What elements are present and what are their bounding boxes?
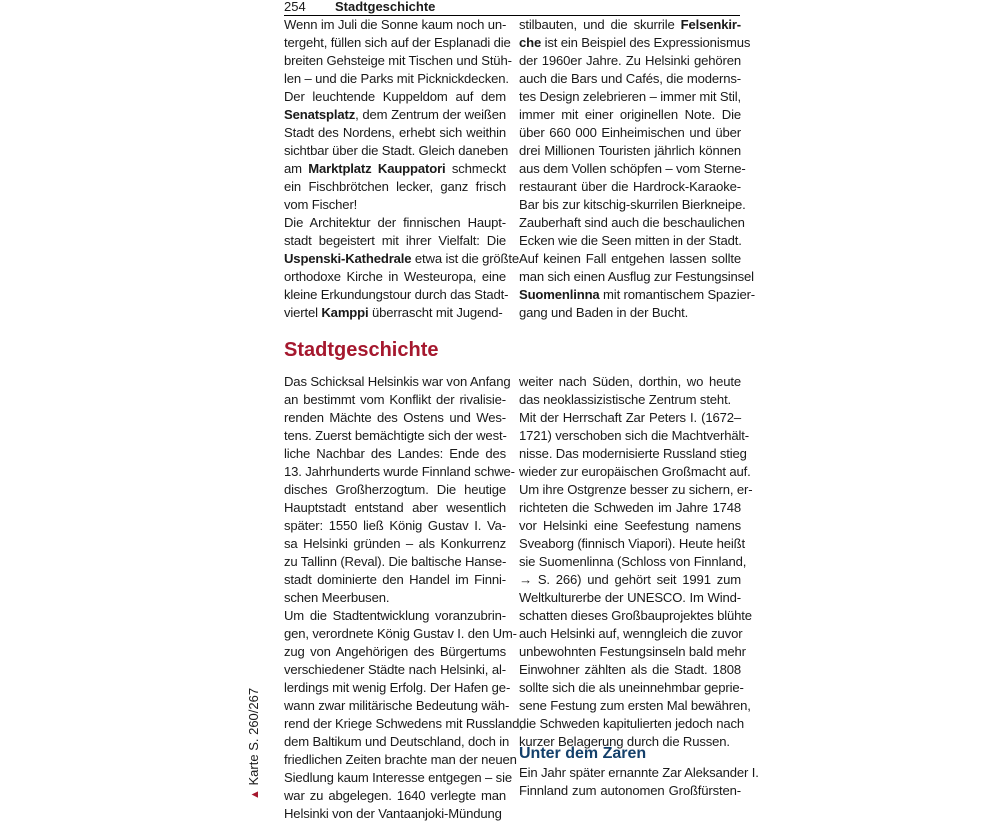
text-run: breiten Gehsteige mit Tischen und Stüh-: [284, 53, 512, 68]
map-reference[interactable]: [244, 630, 264, 800]
text-line: [519, 373, 741, 391]
text-run: → S. 266) und gehört seit 1991 zum: [519, 572, 741, 587]
text-line: [519, 88, 741, 106]
text-line: [284, 787, 506, 805]
text-run: stilbauten, und die skurrile: [519, 17, 681, 32]
history-column-right: [519, 373, 753, 751]
text-line: [284, 481, 506, 499]
text-run: später: 1550 ließ König Gustav I. Va-: [284, 518, 506, 533]
text-run: renden Mächte des Ostens und Wes-: [284, 410, 506, 425]
text-run: vor Helsinki eine Seefestung namens: [519, 518, 741, 533]
text-line: [519, 52, 741, 70]
text-run: stadt begeistert mit ihrer Vielfalt: Die: [284, 233, 506, 248]
text-run: Einwohner zählten als die Stadt. 1808: [519, 662, 741, 677]
text-run: zu Tallinn (Reval). Die baltische Hanse-: [284, 554, 507, 569]
text-line: [519, 160, 746, 178]
text-run: kurzer Belagerung durch die Russen.: [519, 734, 730, 749]
text-run: gang und Baden in der Bucht.: [519, 305, 689, 320]
text-line: [284, 160, 506, 178]
text-line: [519, 124, 741, 142]
map-arrow-icon: ▲: [249, 789, 261, 800]
text-run: Bar bis zur kitschig-skurrilen Bierkneipe.: [519, 197, 746, 212]
text-line: [284, 52, 512, 70]
text-line: [284, 733, 510, 751]
text-run: schen Meerbusen.: [284, 590, 390, 605]
text-run: zug von Angehörigen des Bürgertums: [284, 644, 506, 659]
text-line: [284, 643, 506, 661]
text-run: Finnland zum autonomen Großfürsten-: [519, 783, 741, 798]
text-line: [519, 517, 741, 535]
intro-column-left: [284, 16, 520, 322]
text-run: liche Nachbar des Landes: Ende des: [284, 446, 506, 461]
section-heading: Stadtgeschichte: [284, 339, 439, 361]
text-line: [284, 517, 506, 535]
text-run: Die Architektur der finnischen Haupt-: [284, 215, 506, 230]
text-line: [284, 625, 517, 643]
text-run: sa Helsinki gründen – als Konkurrenz: [284, 536, 506, 551]
text-run: tens. Zuerst bemächtigte sich der west-: [284, 428, 507, 443]
text-run: Siedlung kaum Interesse entgegen – sie: [284, 770, 512, 785]
text-line: [284, 571, 506, 589]
text-run: die Schweden kapitulierten jedoch nach: [519, 716, 745, 731]
text-line: [284, 268, 506, 286]
page-number: 254: [284, 0, 306, 14]
zaren-paragraph: [519, 764, 759, 800]
text-run: ein Fischbrötchen lecker, ganz frisch: [284, 179, 506, 194]
intro-column-right: [519, 16, 756, 322]
bold-term: Felsenkir-: [680, 17, 741, 32]
text-line: [284, 106, 506, 124]
text-line: [284, 16, 506, 34]
text-line: [519, 445, 747, 463]
text-run: len – und die Parks mit Picknickdecken.: [284, 71, 509, 86]
text-run: 13. Jahrhunderts wurde Finnland schwe-: [284, 464, 515, 479]
text-line: [519, 481, 753, 499]
text-run: vom Fischer!: [284, 197, 358, 212]
text-run: schmeckt: [445, 161, 506, 176]
text-run: friedlichen Zeiten brachte man der neuen: [284, 752, 517, 767]
text-run: tes Design zelebrieren – immer mit Stil,: [519, 89, 741, 104]
text-line: [519, 268, 754, 286]
text-line: [519, 661, 741, 679]
text-run: 1721) verschoben sich die Machtverhält-: [519, 428, 749, 443]
text-line: [284, 373, 511, 391]
text-run: stadt dominierte den Handel im Finni-: [284, 572, 506, 587]
text-run: Stadt des Nordens, erhebt sich weithin: [284, 125, 506, 140]
subheading: Unter dem Zaren: [519, 745, 647, 762]
text-line: [284, 589, 506, 607]
text-run: überrascht mit Jugend-: [368, 305, 503, 320]
text-line: [519, 409, 741, 427]
text-run: Das Schicksal Helsinkis war von Anfang: [284, 374, 511, 389]
bold-term: Kamppi: [321, 305, 369, 320]
text-line: [284, 124, 506, 142]
text-line: [284, 751, 517, 769]
text-line: [519, 589, 741, 607]
text-line: [284, 34, 511, 52]
text-run: Um die Stadtentwicklung voranzubrin-: [284, 608, 506, 623]
text-run: am: [284, 161, 309, 176]
text-run: Weltkulturerbe der UNESCO. Im Wind-: [519, 590, 741, 605]
text-line: [284, 805, 506, 823]
text-run: kleine Erkundungstour durch das Stadt-: [284, 287, 509, 302]
text-line: [519, 196, 746, 214]
text-line: [284, 232, 506, 250]
text-line: [284, 697, 510, 715]
text-run: drei Millionen Touristen jährlich können: [519, 143, 741, 158]
text-run: Zauberhaft sind auch die beschaulichen: [519, 215, 745, 230]
text-run: tergeht, füllen sich auf der Esplanadi die: [284, 35, 511, 50]
text-line: [284, 391, 506, 409]
text-line: [519, 142, 741, 160]
text-run: Wenn im Juli die Sonne kaum noch un-: [284, 17, 507, 32]
text-line: [284, 178, 506, 196]
text-run: immer mit einer originellen Note. Die: [519, 107, 741, 122]
text-line: [284, 553, 506, 571]
text-line: [519, 214, 745, 232]
bold-term: Suomenlinna: [519, 287, 600, 302]
text-run: wieder zur europäischen Großmacht auf.: [519, 464, 751, 479]
text-run: mit romantischem Spazier-: [599, 287, 756, 302]
text-run: Ecken wie die Seen mitten in der Stadt.: [519, 233, 742, 248]
text-run: der 1960er Jahre. Zu Helsinki gehören: [519, 53, 741, 68]
text-line: [284, 409, 506, 427]
text-line: [519, 571, 741, 589]
text-run: gen, verordnete König Gustav I. den Um-: [284, 626, 517, 641]
text-line: [519, 679, 744, 697]
text-run: über 660 000 Einheimischen und über: [519, 125, 741, 140]
text-run: disches Großherzogtum. Die heutige: [284, 482, 506, 497]
text-line: [284, 304, 506, 322]
text-line: [519, 643, 746, 661]
text-line: [284, 196, 506, 214]
text-line: [519, 106, 741, 124]
text-run: Sveaborg (finnisch Viapori). Heute heißt: [519, 536, 745, 551]
text-line: [519, 16, 741, 34]
text-line: [519, 535, 745, 553]
text-run: man sich einen Ausflug zur Festungsinsel: [519, 269, 754, 284]
text-run: sie Suomenlinna (Schloss von Finnland,: [519, 554, 747, 569]
text-line: [284, 769, 512, 787]
text-run: schatten dieses Großbauprojektes blühte: [519, 608, 752, 623]
text-line: [284, 88, 506, 106]
text-run: wann zwar militärische Bedeutung wäh-: [284, 698, 510, 713]
text-run: lerdings mit wenig Erfolg. Der Hafen ge-: [284, 680, 511, 695]
text-line: [519, 697, 751, 715]
history-column-left: [284, 373, 523, 823]
text-line: [519, 70, 741, 88]
text-run: dem Baltikum und Deutschland, doch in: [284, 734, 510, 749]
text-line: [519, 178, 741, 196]
text-line: [284, 142, 509, 160]
text-line: [284, 214, 506, 232]
text-line: [284, 715, 523, 733]
text-line: [284, 286, 509, 304]
text-run: aus dem Vollen schöpfen – vom Sterne-: [519, 161, 746, 176]
text-line: [284, 463, 515, 481]
text-line: [519, 782, 741, 800]
text-line: [284, 499, 506, 517]
text-line: [519, 232, 741, 250]
text-line: [519, 34, 751, 52]
text-run: auch die Bars und Cafés, die moderns-: [519, 71, 741, 86]
text-line: [284, 250, 520, 268]
text-line: [519, 463, 751, 481]
text-line: [284, 607, 506, 625]
text-run: Ein Jahr später ernannte Zar Aleksander I.: [519, 765, 759, 780]
text-line: [519, 499, 741, 517]
bold-term: che: [519, 35, 542, 50]
text-run: Helsinki von der Vantaanjoki-Mündung: [284, 806, 502, 821]
text-line: [519, 553, 747, 571]
text-run: etwa ist die größte: [411, 251, 520, 266]
text-run: unbewohnten Festungsinseln bald mehr: [519, 644, 746, 659]
text-run: viertel: [284, 305, 322, 320]
bold-term: Senatsplatz: [284, 107, 356, 122]
text-line: [519, 607, 752, 625]
text-run: das neoklassizistische Zentrum steht.: [519, 392, 732, 407]
text-line: [519, 286, 756, 304]
text-run: richteten die Schweden im Jahre 1748: [519, 500, 741, 515]
text-run: sene Festung zum ersten Mal bewähren,: [519, 698, 751, 713]
text-line: [519, 764, 759, 782]
running-header: [284, 0, 740, 16]
text-run: sollte sich die als uneinnehmbar geprie-: [519, 680, 744, 695]
text-run: , dem Zentrum der weißen: [355, 107, 506, 122]
bold-term: Uspenski-Kathedrale: [284, 251, 412, 266]
text-run: rend der Kriege Schwedens mit Russland,: [284, 716, 523, 731]
text-line: [284, 535, 506, 553]
text-run: Um ihre Ostgrenze besser zu sichern, er-: [519, 482, 753, 497]
text-line: [284, 427, 506, 445]
text-run: sichtbar über die Stadt. Gleich daneben: [284, 143, 509, 158]
map-reference-label: Karte S. 260/267: [246, 687, 261, 786]
text-run: orthodoxe Kirche in Westeuropa, eine: [284, 269, 506, 284]
text-line: [284, 445, 506, 463]
text-line: [519, 250, 741, 268]
text-line: [519, 625, 741, 643]
text-run: restaurant über die Hardrock-Karaoke-: [519, 179, 741, 194]
text-line: [519, 391, 741, 409]
text-run: weiter nach Süden, dorthin, wo heute: [519, 374, 741, 389]
bold-term: Marktplatz Kauppatori: [308, 161, 446, 176]
running-title: Stadtgeschichte: [335, 0, 436, 14]
text-run: an bestimmt vom Konflikt der rivalisie-: [284, 392, 506, 407]
text-run: auch Helsinki auf, wenngleich die zuvor: [519, 626, 743, 641]
text-run: verschiedener Städte nach Helsinki, al-: [284, 662, 506, 677]
text-run: war zu abgelegen. 1640 verlegte man: [284, 788, 506, 803]
text-line: [284, 679, 511, 697]
text-line: [519, 427, 749, 445]
text-run: Hauptstadt entstand aber wesentlich: [284, 500, 506, 515]
text-line: [519, 304, 741, 322]
text-run: nisse. Das modernisierte Russland stieg: [519, 446, 747, 461]
text-line: [284, 661, 506, 679]
text-run: Auf keinen Fall entgehen lassen sollte: [519, 251, 741, 266]
text-run: Mit der Herrschaft Zar Peters I. (1672–: [519, 410, 741, 425]
text-line: [519, 715, 745, 733]
text-line: [284, 70, 509, 88]
text-run: Der leuchtende Kuppeldom auf dem: [284, 89, 506, 104]
text-run: ist ein Beispiel des Expressionismus: [541, 35, 751, 50]
